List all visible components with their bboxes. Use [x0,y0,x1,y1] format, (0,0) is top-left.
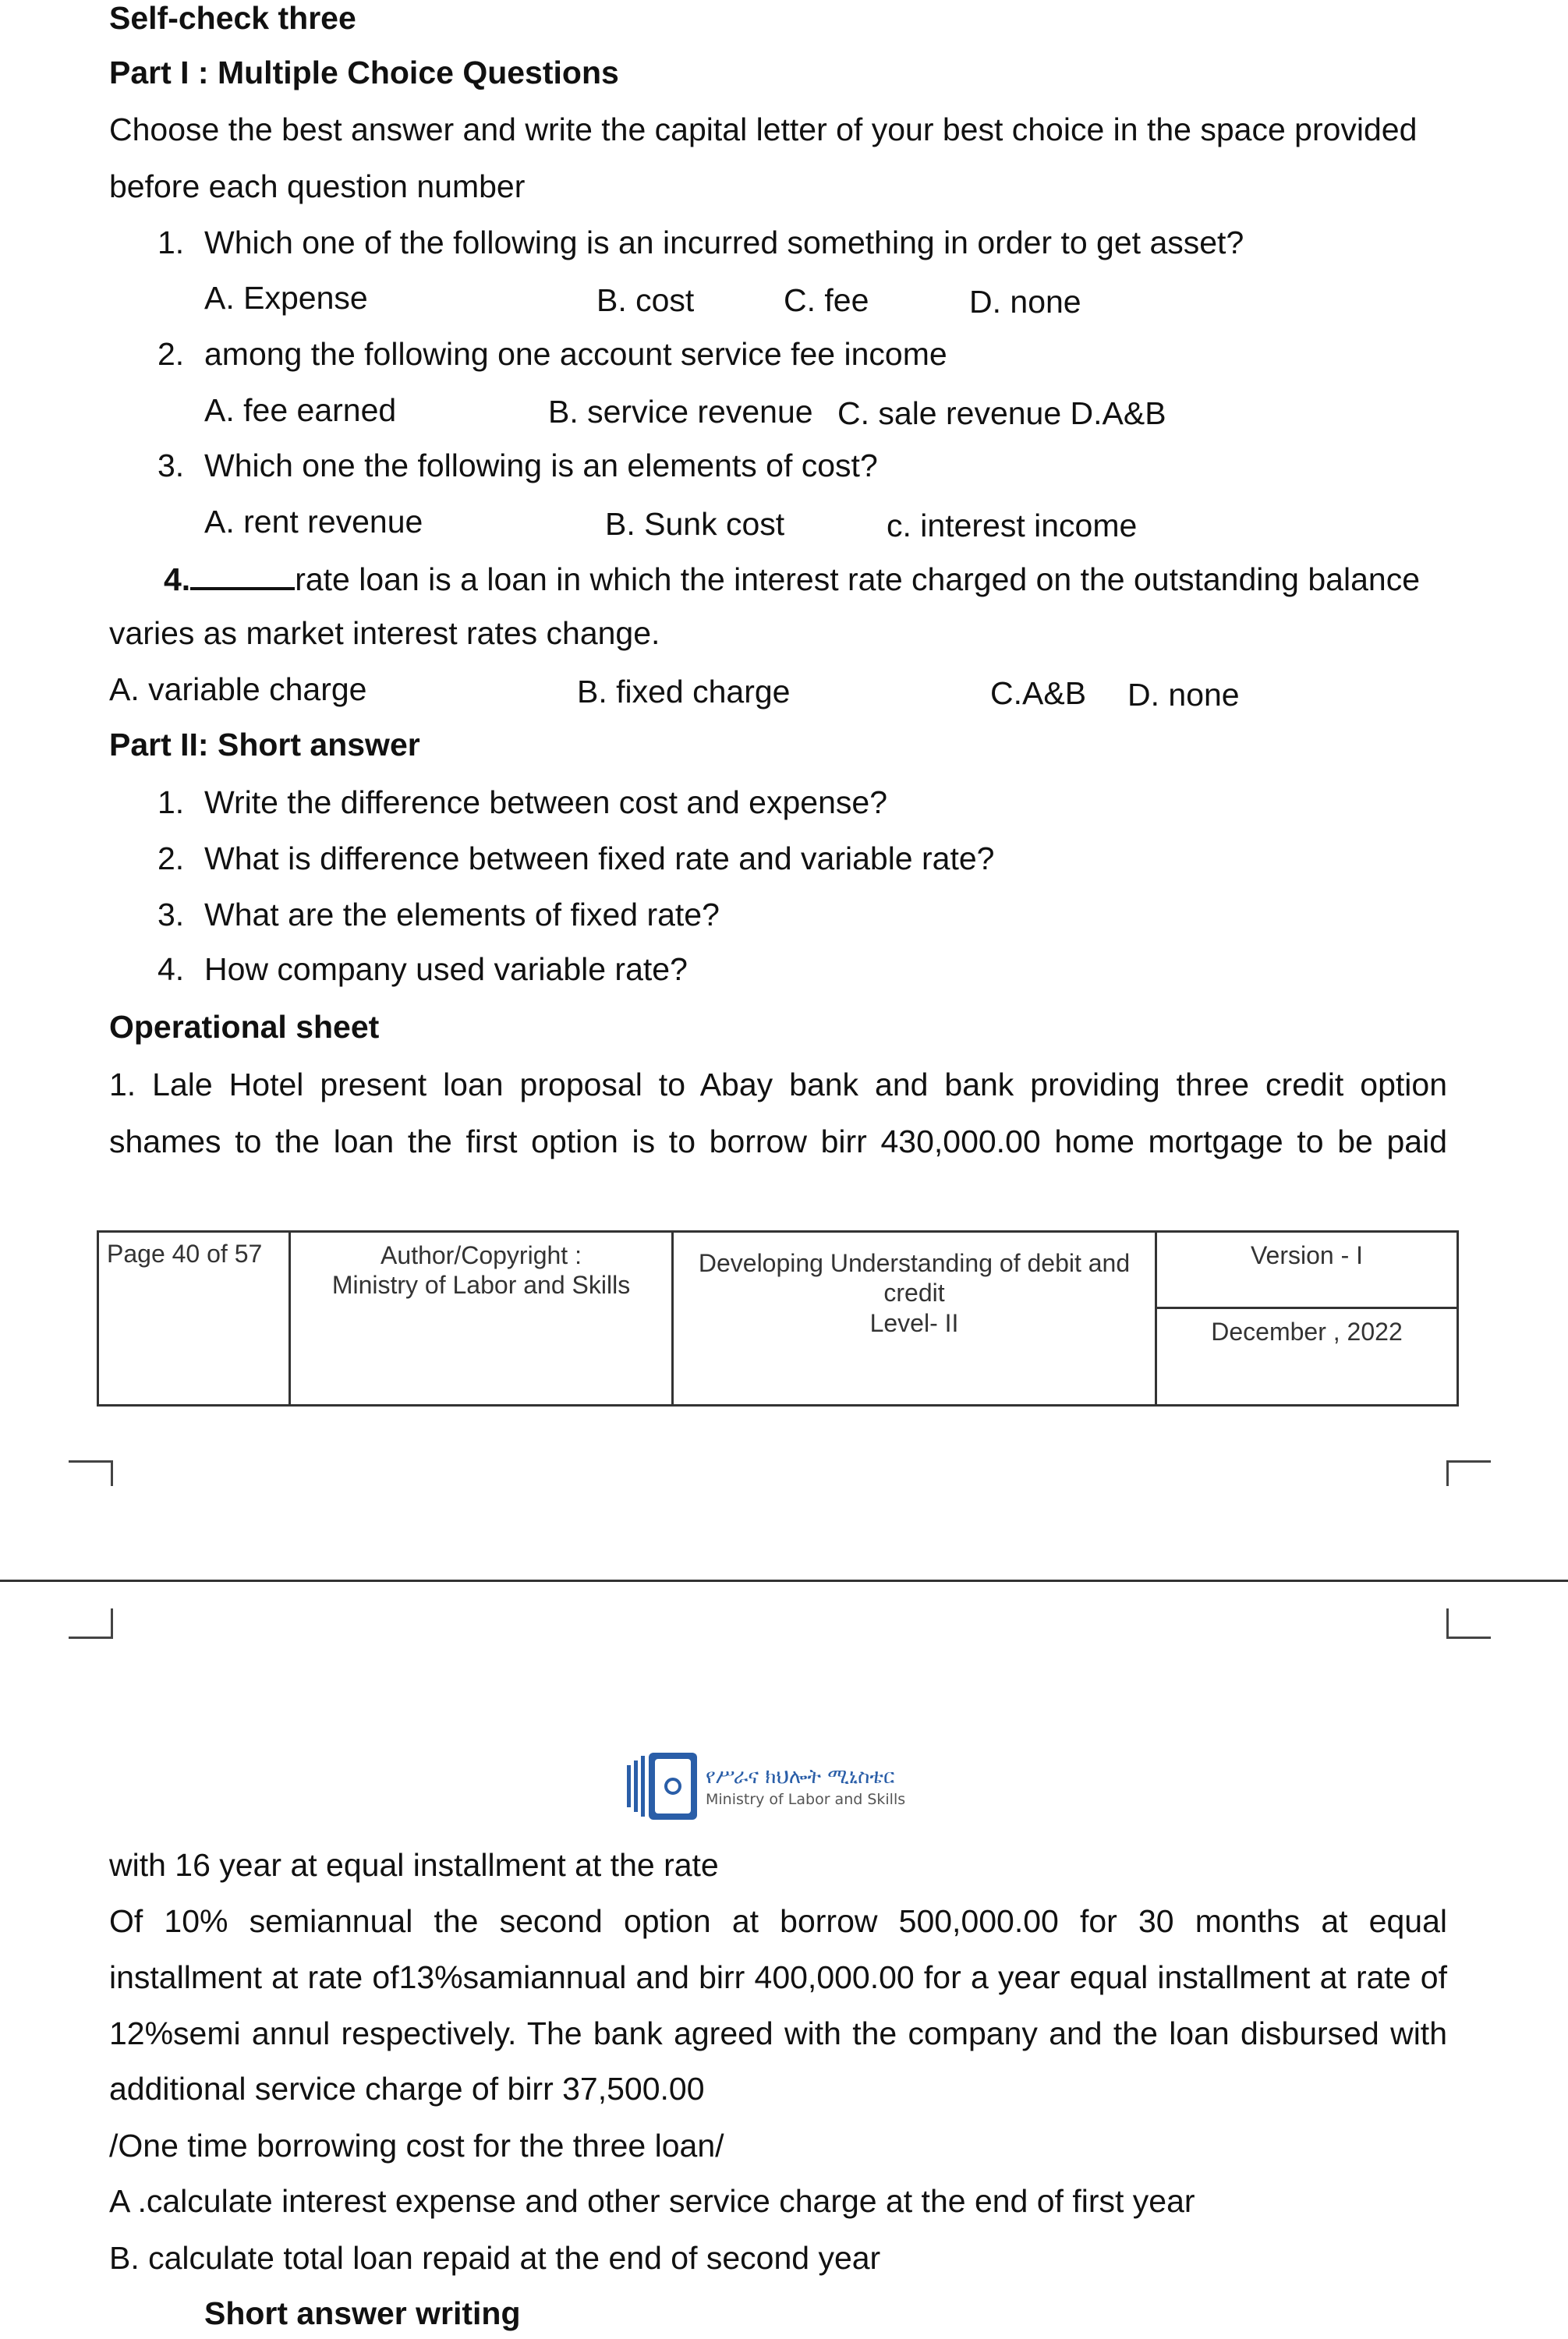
q4-option-a: A. variable charge [109,671,367,707]
footer-module-title-1: Developing Understanding of debit and [698,1249,1131,1277]
part2-q1-number: 1. [158,784,185,820]
q2-option-c: C. sale revenue D.A&B [837,395,1166,431]
continuation-line-3: installment at rate of13%samiannual and birr 400,000.00 for a year equal installment at rate of [109,1959,1447,1995]
q1-option-d: D. none [969,284,1081,320]
part2-q3-number: 3. [158,897,185,932]
task-b: B. calculate total loan repaid at the end of second year [109,2240,881,2276]
crop-mark-bottom-left [69,1608,113,1639]
footer-module-title-2: credit [883,1279,945,1308]
q2-text: among the following one account service fee income [204,336,947,372]
q4-option-d: D. none [1127,677,1240,713]
ministry-logo-text [706,1765,905,1808]
footer-page-number: Page 40 of 57 [107,1240,263,1268]
footer-page-cell [99,1233,288,1404]
q1-option-c: C. fee [784,282,869,318]
part1-heading: Part I : Multiple Choice Questions [109,55,619,90]
operational-heading: Operational sheet [109,1009,380,1045]
crop-mark-top-right [1446,1460,1491,1486]
q2-option-b: B. service revenue [548,394,813,430]
footer-author-cell [288,1233,671,1404]
q1-number: 1. [158,225,185,260]
footer-date: December , 2022 [1211,1318,1403,1346]
part2-q4-number: 4. [158,951,185,987]
footer-author-label: Author/Copyright : [380,1241,582,1269]
q3-option-c: c. interest income [887,508,1138,543]
continuation-line-6: /One time borrowing cost for the three loan/ [109,2128,724,2164]
q1-option-a: A. Expense [204,280,368,316]
q1-text: Which one of the following is an incurred something in order to get asset? [204,225,1244,260]
page-title: Self-check three [109,0,356,36]
short-answer-subheading: Short answer writing [204,2295,521,2331]
continuation-line-1: with 16 year at equal installment at the rate [109,1847,719,1883]
part2-q3-text: What are the elements of fixed rate? [204,897,720,932]
q4-line-1 [164,561,1420,598]
part2-q2-text: What is difference between fixed rate and variable rate? [204,840,995,876]
footer-module-level: Level- II [869,1308,959,1337]
part2-q4-text: How company used variable rate? [204,951,688,987]
q4-answer-blank [190,587,295,590]
q3-text: Which one the following is an elements of cost? [204,448,878,483]
footer-version-cell [1155,1233,1457,1404]
footer-author-name: Ministry of Labor and Skills [331,1271,631,1300]
continuation-line-4: 12%semi annul respectively. The bank agreed with the company and the loan disbursed with [109,2015,1447,2051]
q1-option-b: B. cost [596,282,695,318]
part2-q1-text: Write the difference between cost and expense? [204,784,887,820]
q2-option-a: A. fee earned [204,392,397,428]
crop-mark-top-left [69,1460,113,1486]
q4-line-2: varies as market interest rates change. [109,615,660,651]
instruction-line-2: before each question number [109,168,526,204]
operational-para-line-2: shames to the loan the first option is to borrow birr 430,000.00 home mortgage to be paid [109,1123,1447,1159]
task-a: A .calculate interest expense and other service charge at the end of first year [109,2183,1195,2219]
part2-heading: Part II: Short answer [109,727,420,763]
instruction-line-1: Choose the best answer and write the capital letter of your best choice in the space provided [109,111,1418,147]
continuation-line-2: Of 10% semiannual the second option at borrow 500,000.00 for 30 months at equal [109,1903,1447,1939]
footer-version: Version - I [1157,1233,1457,1309]
footer-module-cell [671,1233,1155,1404]
q4-option-c: C.A&B [990,675,1087,711]
q3-number: 3. [158,448,185,483]
continuation-line-5: additional service charge of birr 37,500.00 [109,2071,705,2107]
operational-para-line-1: 1. Lale Hotel present loan proposal to Abay bank and bank providing three credit option [109,1067,1447,1102]
crop-mark-bottom-right [1446,1608,1491,1639]
logo-amharic: የሥራና ክህሎት ሚኒስቴር [706,1765,895,1789]
q4-number: 4. [164,561,191,597]
page-footer-table [97,1230,1459,1407]
q4-text-1: rate loan is a loan in which the interest rate charged on the outstanding balance [295,561,1420,597]
q2-number: 2. [158,336,185,372]
page-separator-line [0,1580,1568,1582]
part2-q2-number: 2. [158,840,185,876]
q3-option-a: A. rent revenue [204,504,423,540]
q3-option-b: B. Sunk cost [605,506,785,542]
q4-option-b: B. fixed charge [577,674,791,709]
logo-english: Ministry of Labor and Skills [706,1791,906,1808]
